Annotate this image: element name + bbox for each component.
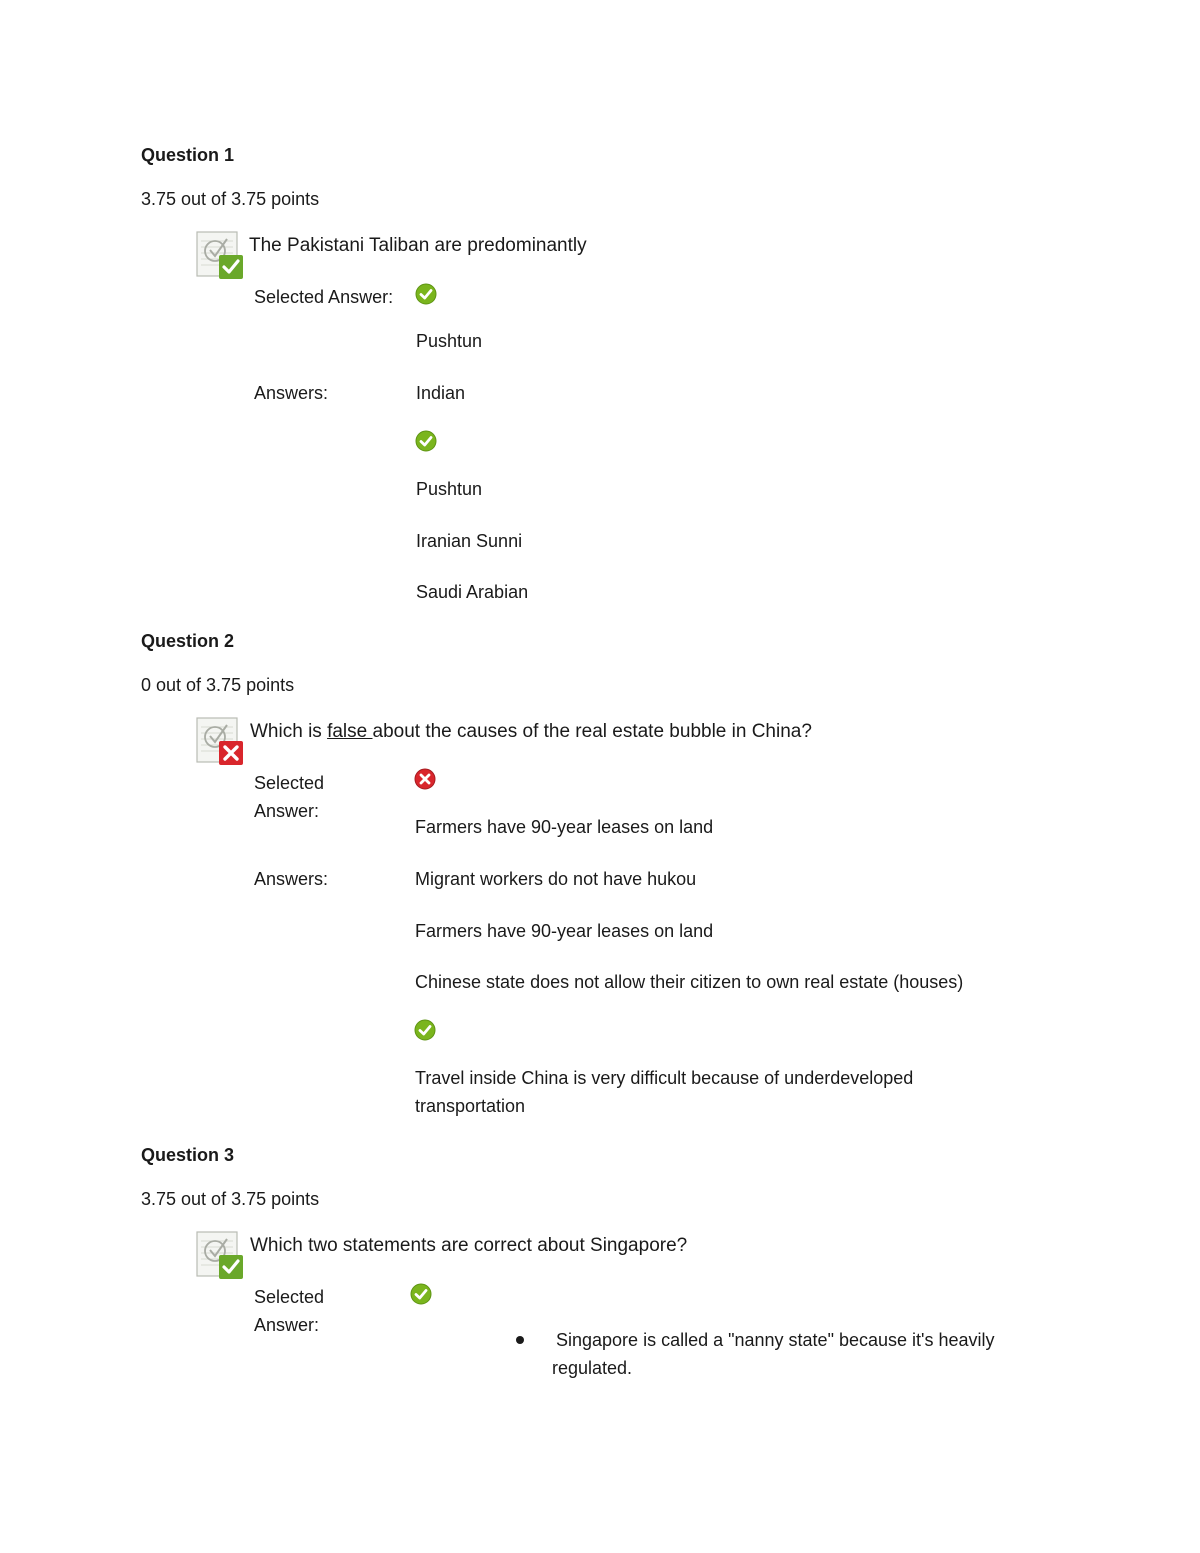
question-1-prompt: The Pakistani Taliban are predominantly [249,235,587,256]
answer-label: Answer: [254,801,320,821]
answer-option: Iranian Sunni [416,531,523,551]
correct-check-icon [415,430,437,452]
selected-answer-text: Farmers have 90-year leases on land [415,817,714,837]
selected-answer-text: Pushtun [416,331,483,351]
question-1-title: Question 1 [141,145,235,165]
answers-label: Answers: [254,383,329,403]
question-2-title: Question 2 [141,631,235,651]
answer-option: Pushtun [416,479,483,499]
correct-check-icon [410,1283,432,1305]
question-3-title: Question 3 [141,1145,235,1165]
question-correct-icon [195,1231,245,1281]
question-2-prompt: Which is false about the causes of the real estate bubble in China? [250,721,812,742]
answer-label: Answer: [254,1315,320,1335]
bullet-icon [516,1336,524,1344]
question-3-score: 3.75 out of 3.75 points [141,1189,320,1209]
answer-option: Saudi Arabian [416,582,529,602]
incorrect-x-icon [414,768,436,790]
selected-answer-label: Selected Answer: [254,287,394,307]
answer-option: Indian [416,383,466,403]
question-incorrect-icon [195,717,245,767]
answers-label: Answers: [254,869,329,889]
answer-option: Travel inside China is very difficult because of underdeveloped transportation [415,1068,914,1116]
correct-check-icon [414,1019,436,1041]
answer-option: Migrant workers do not have hukou [415,869,697,889]
selected-label: Selected [254,773,325,793]
question-correct-icon [195,231,245,281]
question-2-score: 0 out of 3.75 points [141,675,295,695]
answer-option: Farmers have 90-year leases on land [415,921,714,941]
question-3-prompt: Which two statements are correct about Singapore? [250,1235,688,1256]
correct-check-icon [415,283,437,305]
question-1-score: 3.75 out of 3.75 points [141,189,320,209]
answer-option: Chinese state does not allow their citizen to own real estate (houses) [415,972,964,992]
selected-label: Selected [254,1287,325,1307]
selected-answer-text: Singapore is called a "nanny state" because it's heavily regulated. [552,1330,995,1378]
